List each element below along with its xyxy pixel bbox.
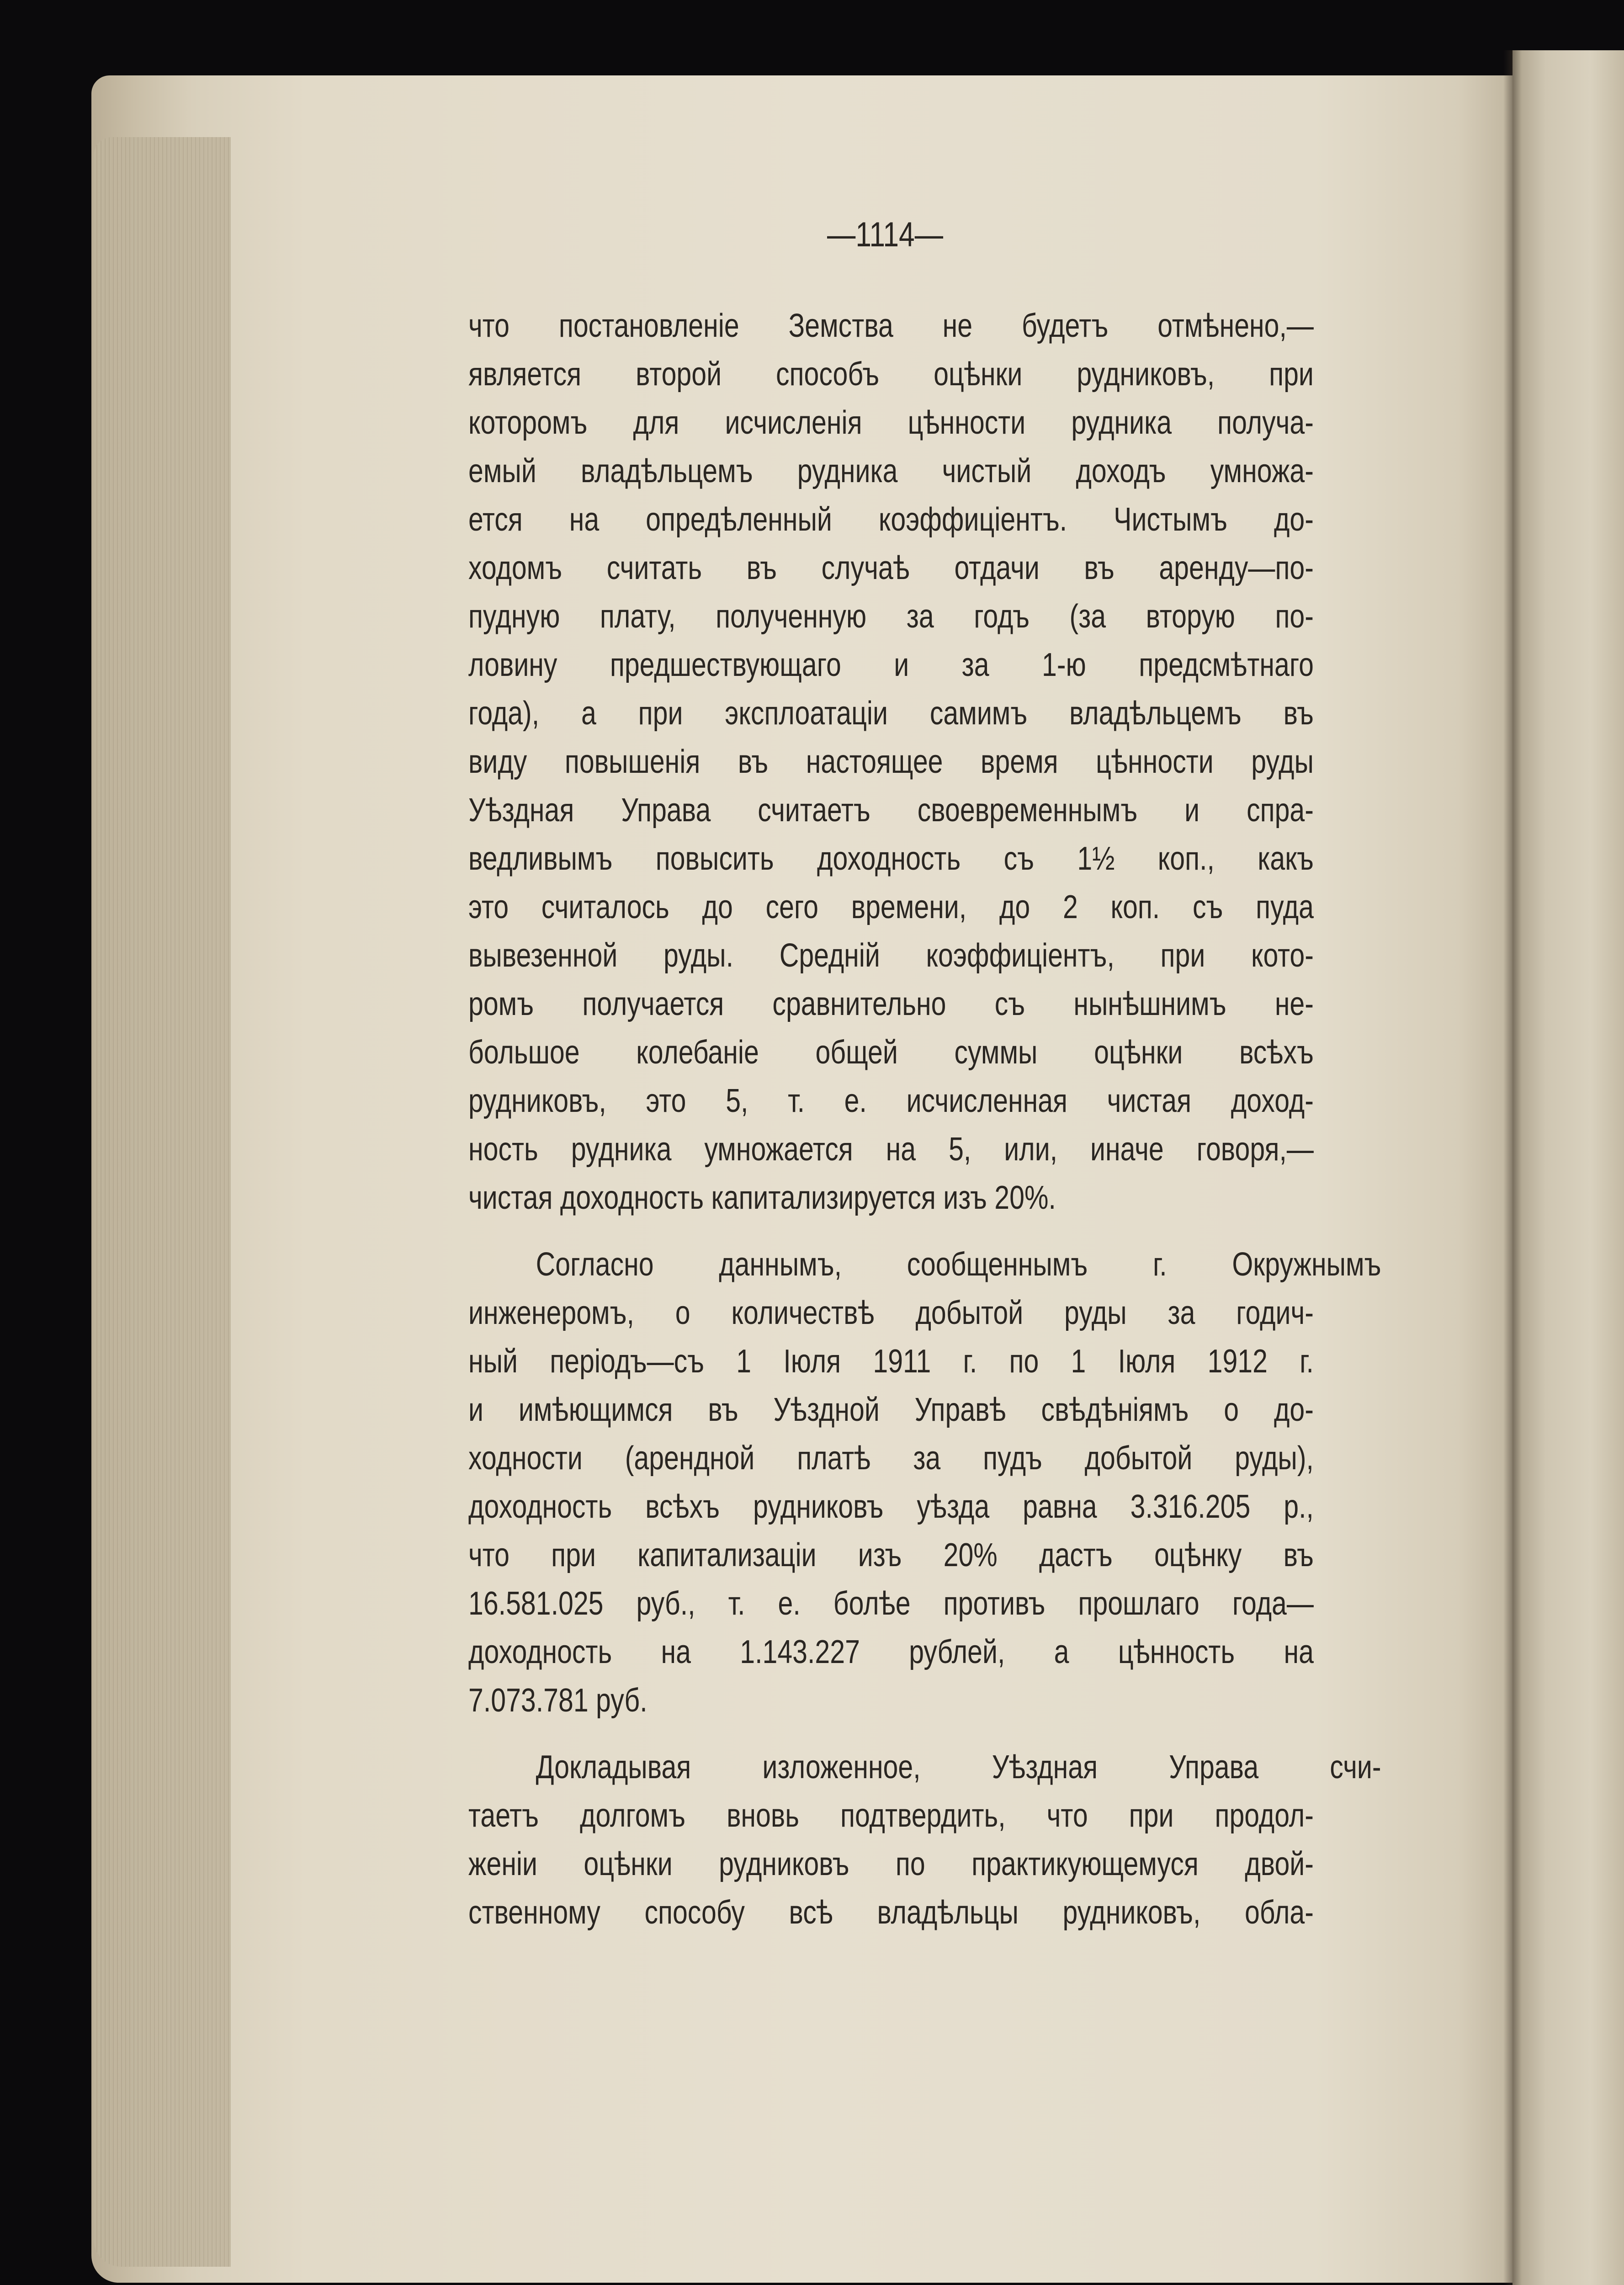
text-line: является второй способъ оцѣнки рудниковъ, при <box>468 356 1314 393</box>
facing-page-edge <box>1513 50 1624 2285</box>
text-line: ходомъ считать въ случаѣ отдачи въ аренду—по- <box>468 550 1314 586</box>
text-line: ный періодъ—съ 1 Іюля 1911 г. по 1 Іюля 1912 г. <box>468 1343 1314 1380</box>
text-line: ность рудника умножается на 5, или, иначе говоря,— <box>468 1131 1314 1168</box>
text-line: доходность на 1.143.227 рублей, а цѣнность на <box>468 1634 1314 1670</box>
text-line: Уѣздная Управа считаетъ своевременнымъ и спра- <box>468 792 1314 829</box>
text-line: ственному способу всѣ владѣльцы рудниковъ, обла- <box>468 1894 1314 1931</box>
text-line: Докладывая изложенное, Уѣздная Управа счи- <box>536 1749 1381 1785</box>
text-line: что постановленіе Земства не будетъ отмѣнено,— <box>468 308 1314 344</box>
text-line: емый владѣльцемъ рудника чистый доходъ умножа- <box>468 453 1314 489</box>
text-line: рудниковъ, это 5, т. е. исчисленная чистая доход- <box>468 1083 1314 1119</box>
text-line: ведливымъ повысить доходность съ 1½ коп., какъ <box>468 840 1314 877</box>
text-line: виду повышенія въ настоящее время цѣнности руды <box>468 744 1314 780</box>
text-line: инженеромъ, о количествѣ добытой руды за годич- <box>468 1295 1314 1331</box>
text-line: таетъ долгомъ вновь подтвердить, что при продол- <box>468 1797 1314 1834</box>
page-edges <box>94 137 231 2267</box>
text-line: это считалось до сего времени, до 2 коп. съ пуда <box>468 889 1314 925</box>
gutter-shadow <box>1503 50 1522 2285</box>
text-line: женіи оцѣнки рудниковъ по практикующемуся двой- <box>468 1846 1314 1882</box>
text-line: что при капитализаціи изъ 20% дастъ оцѣнку въ <box>468 1537 1314 1573</box>
text-line: Согласно даннымъ, сообщеннымъ г. Окружнымъ <box>536 1246 1381 1283</box>
text-line: 16.581.025 руб., т. е. болѣе противъ прошлаго года— <box>468 1585 1314 1622</box>
text-line: вывезенной руды. Среднiй коэффиціентъ, при кото- <box>468 937 1314 974</box>
text-line: пудную плату, полученную за годъ (за вторую по- <box>468 598 1314 635</box>
text-line: 7.073.781 руб. <box>468 1682 647 1719</box>
text-line: которомъ для исчисленія цѣнности рудника получа- <box>468 404 1314 441</box>
text-line: большое колебаніе общей суммы оцѣнки всѣхъ <box>468 1034 1314 1071</box>
text-line: ется на опредѣленный коэффиціентъ. Чистымъ до- <box>468 501 1314 538</box>
text-line: года), а при эксплоатаціи самимъ владѣльцемъ въ <box>468 695 1314 732</box>
page-number: —1114— <box>827 215 944 254</box>
text-line: ромъ получается сравнительно съ нынѣшнимъ не- <box>468 986 1314 1022</box>
text-line: доходность всѣхъ рудниковъ уѣзда равна 3.316.205 р., <box>468 1488 1314 1525</box>
text-line: ловину предшествующаго и за 1-ю предсмѣтнаго <box>468 647 1314 683</box>
text-line: и имѣющимся въ Уѣздной Управѣ свѣдѣніямъ о до- <box>468 1392 1314 1428</box>
text-line: чистая доходность капитализируется изъ 20%. <box>468 1180 1056 1216</box>
page-text <box>468 302 1381 1937</box>
text-line: ходности (арендной платѣ за пудъ добытой руды), <box>468 1440 1314 1477</box>
